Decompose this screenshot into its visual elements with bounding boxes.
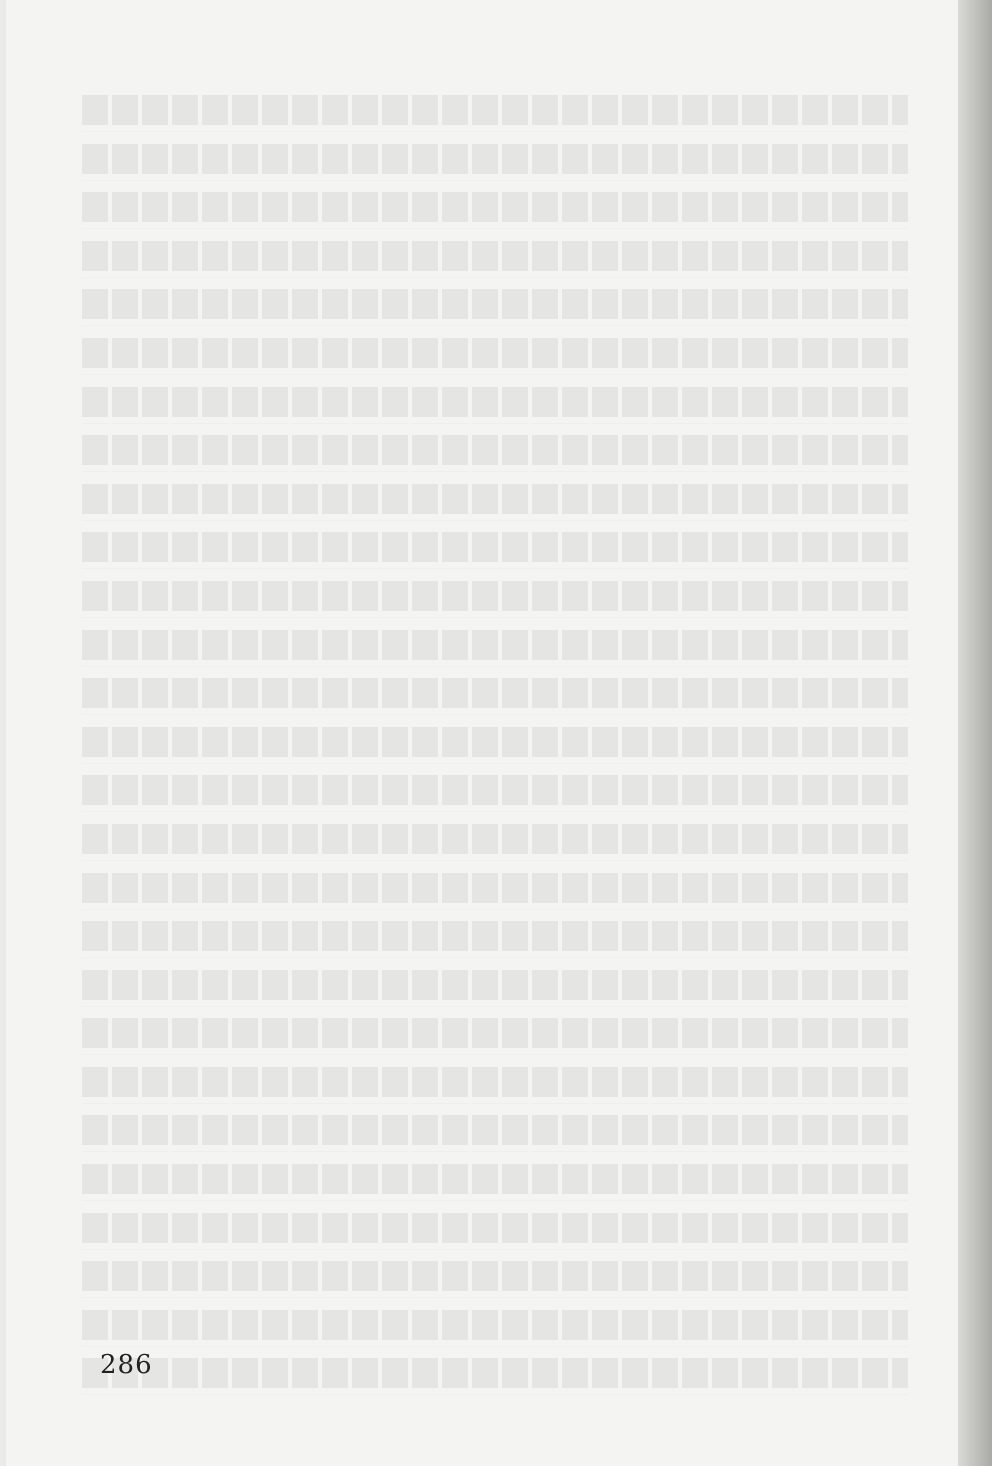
text-line [82, 678, 908, 715]
page-edge-shadow [958, 0, 992, 1466]
text-line [82, 289, 908, 326]
text-line [82, 532, 908, 569]
text-line [82, 1018, 908, 1055]
text-line [82, 824, 908, 861]
text-line [82, 727, 908, 764]
text-line [82, 775, 908, 812]
body-text [82, 92, 908, 1407]
text-line [82, 970, 908, 1007]
text-line [82, 484, 908, 521]
text-line [82, 630, 908, 667]
text-line [82, 1067, 908, 1104]
text-line [82, 144, 908, 181]
text-line [82, 387, 908, 424]
text-line [82, 1164, 908, 1201]
text-line [82, 921, 908, 958]
text-line [82, 192, 908, 229]
text-line [82, 241, 908, 278]
text-line [82, 1310, 908, 1347]
text-line [82, 1358, 908, 1395]
text-line [82, 338, 908, 375]
text-line [82, 435, 908, 472]
page-number: 286 [100, 1350, 153, 1380]
text-line [82, 95, 908, 132]
text-line [82, 581, 908, 618]
text-line [82, 1261, 908, 1298]
text-line [82, 1213, 908, 1250]
text-line [82, 873, 908, 910]
text-line [82, 1115, 908, 1152]
